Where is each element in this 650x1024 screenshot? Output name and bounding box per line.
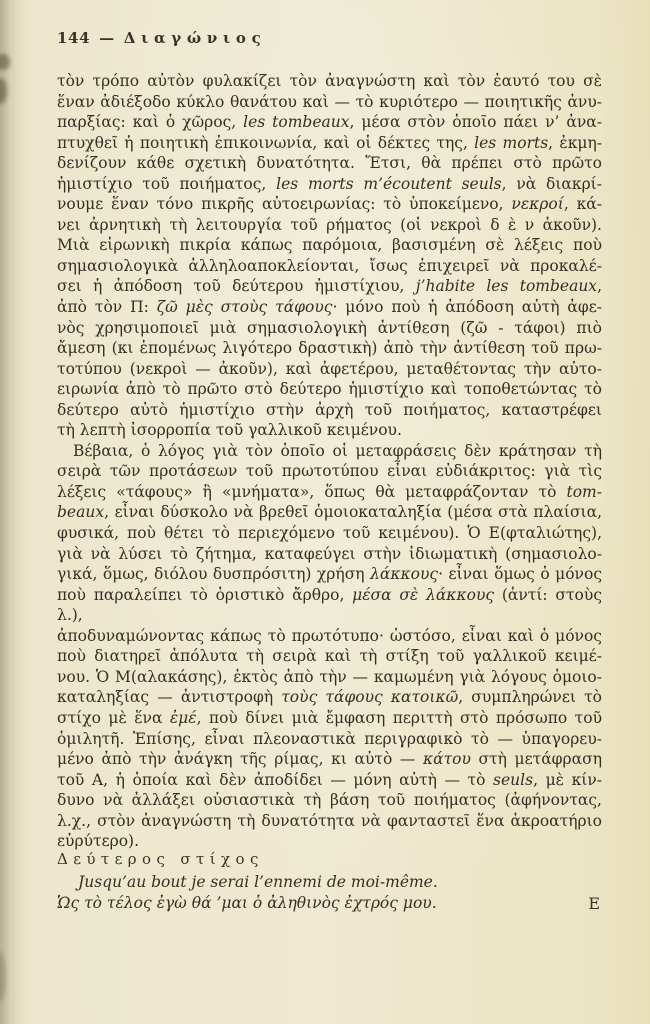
text-line <box>57 626 602 647</box>
text-segment: τὸν τρόπο αὐτὸν φυλακίζει τὸν ἀναγνώστη καὶ τὸν ἑαυτό του σὲ <box>57 72 602 90</box>
text-segment: σει ἡ ἀπόδοση τοῦ δεύτερου ἡμιστίχιου, <box>57 277 416 296</box>
text-segment: φυσικά, ποὺ θέτει τὸ περιεχόμενο τοῦ κειμένου). Ὁ Ε(φταλιώτης), <box>57 524 602 543</box>
text-segment: στὴ μετάφραση <box>470 750 602 769</box>
text-segment: ὁμιλητῆ. Ἐπίσης, εἶναι πλεοναστικὰ περιγραφικὸ τὸ — ὑπαγορευ- <box>57 729 602 748</box>
text-segment: , ποὺ δίνει μιὰ ἔμφαση περιττὴ στὸ πρόσωπο τοῦ <box>196 708 603 727</box>
second-verse-section <box>57 850 602 914</box>
text-segment: στίχο μὲ ἕνα <box>57 708 170 727</box>
text-segment: , μὲ κίν- <box>533 770 602 789</box>
text-segment: , <box>597 277 602 296</box>
text-segment: ἡμιστίχιο τοῦ ποιήματος, <box>57 174 277 193</box>
text-segment: νὸς χρησιμοποιεῖ μιὰ σημασιολογικὴ ἀντίθεση (ζῶ - τάφοι) πιὸ <box>57 318 602 337</box>
text-segment: , νὰ διακρί- <box>501 174 602 193</box>
text-line <box>57 749 602 770</box>
text-line <box>57 461 602 482</box>
section-heading: Δεύτερος στίχος <box>57 850 264 868</box>
text-line <box>57 174 602 195</box>
text-segment: , μέσα στὸν ὁποῖο πάει ν’ ἀνα- <box>349 113 603 132</box>
text-segment: (ἀντί: στοὺς λ.), <box>57 585 602 625</box>
text-segment: καταληξίας — ἀντιστροφὴ <box>57 688 282 707</box>
text-segment: , κά- <box>563 195 602 214</box>
text-segment: τὴ λεπτὴ ἰσορροπία τοῦ γαλλικοῦ κειμένου. <box>57 421 402 440</box>
text-segment: δυνο νὰ ἀλλάξει οὐσιαστικὰ τὴ βάση τοῦ ποιήματος (ἀφήνοντας, <box>57 791 602 810</box>
emphasis-segment: beaux <box>57 503 105 522</box>
text-segment: ἀποδυναμώνοντας κάπως τὸ πρωτότυπο· ὡστόσο, εἶναι καὶ ὁ μόνος <box>57 626 602 645</box>
text-line <box>57 338 602 359</box>
text-line <box>57 667 602 688</box>
text-line <box>57 646 602 667</box>
text-line <box>57 441 602 462</box>
text-line <box>57 564 602 585</box>
text-line <box>57 544 602 565</box>
scan-edge-shadow <box>0 0 26 1024</box>
text-line <box>57 502 602 523</box>
text-segment: νουμε ἕναν τόνο πικρῆς αὐτοειρωνίας: τὸ ὑποκείμενο, <box>57 195 512 214</box>
text-segment: ειρωνία ἀπὸ τὸ πρῶτο στὸ δεύτερο ἡμιστίχιο καὶ τοποθετώντας τὸ <box>57 380 602 399</box>
text-line <box>57 318 602 339</box>
text-segment: , ἐκμη- <box>548 133 602 152</box>
text-line <box>57 276 602 297</box>
text-line <box>57 92 602 113</box>
emphasis-segment: les tombeaux <box>243 113 350 132</box>
emphasis-segment: λάκκους <box>370 565 439 584</box>
emphasis-segment: tom- <box>566 482 602 501</box>
emphasis-segment: les morts <box>474 133 549 152</box>
scan-smudge <box>0 54 10 70</box>
author-initial: Ε <box>588 894 600 913</box>
text-line <box>57 400 602 421</box>
text-segment: νου. Ὁ Μ(αλακάσης), ἐκτὸς ἀπὸ τὴν — καμωμένη γιὰ λόγους ὁμοιο- <box>57 667 602 686</box>
text-segment: Βέβαια, ὁ λόγος γιὰ τὸν ὁποῖο οἱ μεταφράσεις δὲν κράτησαν τὴ <box>73 441 602 460</box>
text-line <box>57 256 602 277</box>
text-segment: σειρὰ τῶν προτάσεων τοῦ πρωτοτύπου εἶναι εὐδιάκριτος: γιὰ τὶς <box>57 462 602 481</box>
text-line <box>57 420 602 441</box>
text-segment: ἄμεση (κι ἑπομένως λιγότερο δραστικὴ) ἀπὸ τὴν ἀντίθεση τοῦ πρω- <box>57 339 602 358</box>
text-segment: γικά, ὅμως, διόλου δυσπρόσιτη) χρήση <box>57 565 371 584</box>
text-segment: παρξίας: καὶ ὁ χῶρος, <box>57 113 244 132</box>
emphasis-segment: νεκροί <box>511 195 564 214</box>
text-line <box>57 153 602 174</box>
text-segment: ἕναν ἀδιέξοδο κύκλο θανάτου καὶ — τὸ κυριότερο — ποιητικῆς ἀνυ- <box>57 92 602 111</box>
text-segment: , συμπληρώνει τὸ <box>458 688 602 707</box>
emphasis-segment: les morts m’écoutent seuls <box>276 174 502 193</box>
text-line <box>57 359 602 380</box>
text-segment: τοτύπου (νεκροὶ — ἀκοῦν), καὶ ἀφετέρου, μεταθέτοντας τὴν αὐτο- <box>57 359 602 378</box>
text-line <box>57 482 602 503</box>
emphasis-segment: ἐμέ <box>169 708 197 727</box>
text-line <box>57 133 602 154</box>
text-line <box>57 194 602 215</box>
text-segment: ποὺ παραλείπει τὸ ὁριστικὸ ἄρθρο, <box>57 585 353 604</box>
text-segment: ἀπὸ τὸν Π: <box>57 298 157 317</box>
text-segment: λέξεις «τάφους» ἢ «μνήματα», ὅπως θὰ μεταφράζονταν τὸ <box>57 482 567 501</box>
text-segment: γιὰ νὰ λύσει τὸ ζήτημα, καταφεύγει στὴν ἰδιωματικὴ (σημασιολο- <box>57 544 602 563</box>
emphasis-segment: ζῶ μὲς στοὺς τάφους· <box>156 298 338 317</box>
text-segment: Μιὰ εἰρωνικὴ πικρία κάπως παρόμοια, βασισμένη σὲ λέξεις ποὺ <box>57 236 602 255</box>
text-line <box>57 235 602 256</box>
text-segment: μόνο ποὺ ἡ ἀπόδοση αὐτὴ ἀφε- <box>337 298 602 317</box>
text-segment: πτυχθεῖ ἡ ποιητικὴ ἐπικοινωνία, καὶ οἱ δέκτες της, <box>57 133 475 152</box>
emphasis-segment: μέσα σὲ λάκκους <box>352 585 495 604</box>
running-title: Διαγώνιος <box>123 29 267 47</box>
emphasis-segment: j’habite les tombeaux <box>415 277 598 296</box>
text-line <box>57 297 602 318</box>
text-segment: λ.χ., στὸν ἀναγνώστη τὴ δυνατότητα νὰ φανταστεῖ ἕνα ἀκροατήριο <box>57 811 602 830</box>
text-segment: δεύτερο αὐτὸ ἡμιστίχιο στὴν ἀρχὴ τοῦ ποιήματος, καταστρέφει <box>57 400 602 419</box>
text-segment: τοῦ Α, ἡ ὁποία καὶ δὲν ἀποδίδει — μόνη αὐτὴ — τὸ <box>57 770 494 789</box>
verse-french: Jusqu’au bout je serai l’ennemi de moi-même. <box>78 873 438 891</box>
text-segment: νει ἀρνητικὴ τὴ λειτουργία τοῦ ρήματος (οἱ νεκροὶ δ ὲ ν ἀκοῦν). <box>57 215 602 234</box>
running-header <box>57 29 266 47</box>
paragraph <box>57 71 602 441</box>
text-line <box>57 523 602 544</box>
verse-greek: Ὡς τὸ τέλος ἐγὼ θά ’μαι ὁ ἀληθινὸς ἐχτρός μου. <box>57 894 437 912</box>
scan-smudge <box>0 952 6 1002</box>
text-line <box>57 811 602 832</box>
emphasis-segment: κάτου <box>422 750 471 769</box>
text-line <box>57 729 602 750</box>
text-segment: δενίζουν κάθε σχετικὴ δυνατότητα. Ἔτσι, θὰ πρέπει στὸ πρῶτο <box>57 154 602 173</box>
text-line <box>57 71 602 92</box>
verse-greek-line <box>57 893 602 914</box>
text-segment: εὐρύτερο). <box>57 832 140 851</box>
text-segment: , εἶναι δύσκολο νὰ βρεθεῖ ὁμοιοκαταληξία (μέσα στὰ πλαίσια, <box>104 503 602 522</box>
scan-smudge <box>0 78 7 104</box>
text-line <box>57 687 602 708</box>
text-line <box>57 585 602 626</box>
page-number: 144 <box>57 29 91 47</box>
text-line <box>57 790 602 811</box>
emphasis-segment: τοὺς τάφους κατοικῶ <box>281 688 459 707</box>
text-line <box>57 112 602 133</box>
paragraph <box>57 441 602 852</box>
text-line <box>57 215 602 236</box>
text-segment: μένο ἀπὸ τὴν ἀνάγκη τῆς ρίμας, κι αὐτὸ — <box>57 750 423 769</box>
text-line <box>57 770 602 791</box>
header-separator: — <box>99 29 115 47</box>
text-segment: · εἶναι ὅμως ὁ μόνος <box>438 565 602 584</box>
text-line <box>57 379 602 400</box>
text-segment: ποὺ διατηρεῖ ἀπόλυτα τὴ σειρὰ καὶ τὴ στίξη τοῦ γαλλικοῦ κειμέ- <box>57 647 602 666</box>
text-segment: σημασιολογικὰ ἀλληλοαποκλείονται, ἴσως ἐπιχειρεῖ νὰ προκαλέ- <box>57 256 602 275</box>
text-line <box>57 708 602 729</box>
emphasis-segment: seuls <box>493 770 534 789</box>
text-line <box>57 831 602 852</box>
body-text <box>57 71 602 852</box>
